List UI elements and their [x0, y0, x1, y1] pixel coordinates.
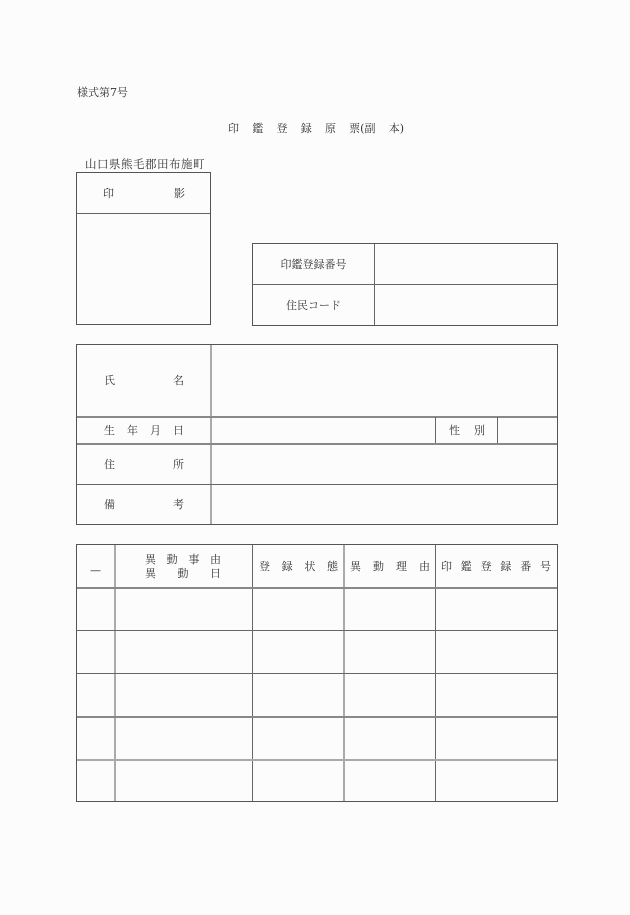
header-char: 状 — [304, 560, 316, 573]
header-char: 事 — [188, 553, 200, 566]
birthdate-label — [104, 425, 184, 436]
title-char: 本) — [388, 122, 404, 135]
label-char: 別 — [474, 424, 485, 437]
history-cell-cause[interactable] — [345, 589, 435, 630]
seal-impression-box — [76, 172, 211, 325]
personal-info-table — [76, 344, 558, 525]
seal-header-char: 印 — [103, 187, 114, 200]
history-cell-change-reason[interactable] — [116, 589, 252, 630]
header-char: 態 — [326, 560, 338, 573]
header-char: 印 — [441, 560, 452, 573]
label-char: 氏 — [104, 374, 115, 387]
page-title — [228, 123, 404, 134]
title-char: 原 — [324, 122, 336, 135]
history-cell-seal-number[interactable] — [436, 589, 557, 630]
header-char: 号 — [539, 560, 551, 573]
seal-registration-number-field[interactable] — [375, 244, 557, 284]
header-char: 日 — [210, 567, 221, 580]
label-char: 月 — [150, 424, 161, 437]
history-cell-cause[interactable] — [345, 761, 435, 801]
history-cell-index[interactable] — [77, 718, 114, 759]
history-cell-seal-number[interactable] — [436, 674, 557, 716]
resident-code-field[interactable] — [375, 285, 557, 325]
divider — [435, 417, 436, 443]
gender-label — [449, 425, 485, 436]
history-cell-index[interactable] — [77, 589, 114, 630]
title-char: 登 — [276, 122, 288, 135]
address-label — [104, 459, 184, 470]
history-cell-index[interactable] — [77, 631, 114, 673]
form-number: 様式第7号 — [77, 86, 128, 99]
history-cell-index[interactable] — [77, 674, 114, 716]
header-char: 由 — [419, 560, 430, 573]
header-char: 録 — [281, 560, 293, 573]
history-row — [77, 631, 557, 673]
label-char: 名 — [173, 374, 184, 387]
resident-code-label: 住民コード — [286, 298, 341, 312]
history-cell-index[interactable] — [77, 761, 114, 801]
address-field[interactable] — [212, 445, 557, 484]
label-char: 日 — [173, 424, 184, 437]
header-char: 番 — [520, 560, 532, 573]
history-row — [77, 761, 557, 801]
header-char: 異 — [350, 560, 361, 573]
history-row — [77, 589, 557, 630]
history-cell-seal-number[interactable] — [436, 718, 557, 759]
label-char: 住 — [104, 458, 115, 471]
label-char: 年 — [127, 424, 138, 437]
history-cell-cause[interactable] — [345, 631, 435, 673]
header-char: 動 — [166, 553, 178, 566]
history-header-change-reason — [145, 554, 221, 565]
history-header-index: — — [90, 563, 101, 577]
history-row — [77, 718, 557, 759]
title-char: 録 — [300, 122, 312, 135]
history-cell-status[interactable] — [253, 674, 343, 716]
history-cell-change-reason[interactable] — [116, 674, 252, 716]
name-field[interactable] — [212, 345, 557, 416]
title-char: 印 — [228, 122, 239, 135]
history-cell-cause[interactable] — [345, 674, 435, 716]
label-char: 考 — [173, 498, 184, 511]
header-char: 登 — [480, 560, 492, 573]
history-table — [76, 544, 558, 802]
registration-box — [252, 243, 558, 326]
header-char: 異 — [145, 553, 156, 566]
header-char: 由 — [209, 553, 221, 566]
history-header-change-cause — [350, 561, 430, 572]
seal-registration-number-label: 印鑑登録番号 — [280, 257, 347, 271]
header-char: 録 — [500, 560, 512, 573]
seal-header-char: 影 — [174, 187, 185, 200]
remarks-label — [104, 499, 184, 510]
label-char: 生 — [104, 424, 115, 437]
header-char: 鑑 — [460, 560, 472, 573]
history-cell-status[interactable] — [253, 589, 343, 630]
seal-header — [103, 188, 185, 199]
history-cell-change-reason[interactable] — [116, 761, 252, 801]
history-cell-change-reason[interactable] — [116, 718, 252, 759]
history-cell-status[interactable] — [253, 631, 343, 673]
name-label — [104, 375, 184, 386]
history-cell-status[interactable] — [253, 761, 343, 801]
history-cell-cause[interactable] — [345, 718, 435, 759]
history-cell-change-reason[interactable] — [116, 631, 252, 673]
gender-field[interactable] — [498, 418, 557, 443]
remarks-field[interactable] — [212, 485, 557, 524]
birthdate-field[interactable] — [212, 418, 434, 443]
title-char: 鑑 — [252, 122, 264, 135]
title-char: 票(副 — [349, 122, 376, 135]
municipality-label: 山口県熊毛郡田布施町 — [85, 157, 205, 171]
header-char: 動 — [177, 567, 189, 580]
history-cell-seal-number[interactable] — [436, 761, 557, 801]
header-char: 異 — [145, 567, 156, 580]
history-header-seal-number — [441, 561, 551, 572]
history-row — [77, 674, 557, 716]
label-char: 所 — [173, 458, 184, 471]
history-cell-status[interactable] — [253, 718, 343, 759]
history-cell-seal-number[interactable] — [436, 631, 557, 673]
header-char: 理 — [396, 560, 407, 573]
history-header-registration-status — [259, 561, 338, 572]
label-char: 備 — [104, 498, 115, 511]
history-header-change-date — [145, 568, 221, 579]
header-char: 動 — [373, 560, 384, 573]
seal-impression-area[interactable] — [77, 214, 210, 324]
label-char: 性 — [449, 424, 460, 437]
header-char: 登 — [259, 560, 270, 573]
